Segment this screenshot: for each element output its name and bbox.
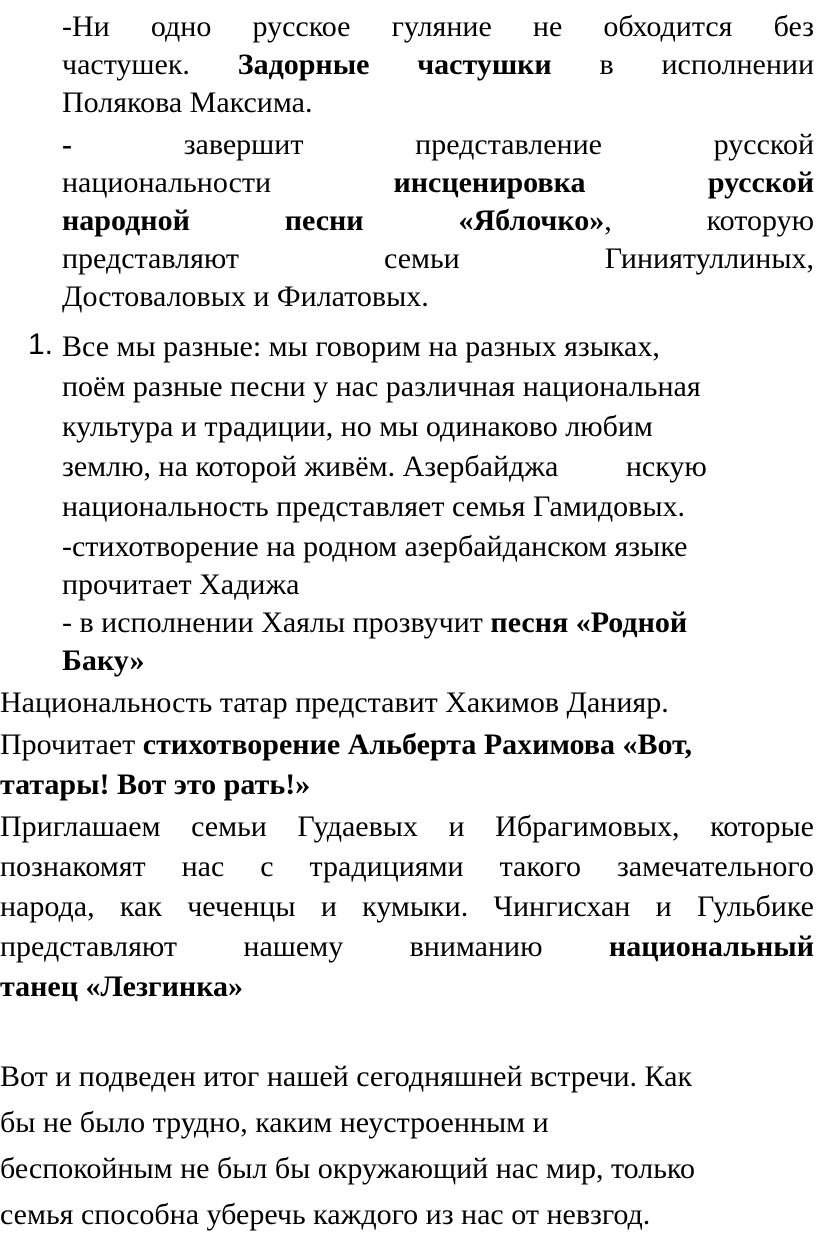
paragraph-line [0,1104,549,1142]
text-span: в исполнении [599,48,815,81]
list-item-line [62,408,653,446]
dash-mark: - [62,128,72,161]
bold-title: татары! Вот это рать!» [0,768,311,801]
text-span: национальность представляет семья Гамидовых. [62,490,685,523]
paragraph-line [62,202,814,240]
text-span: познакомят нас с традициями такого замечательного [0,850,814,883]
list-number: 1. [28,328,54,361]
text-span: завершит представление русской [183,128,815,161]
paragraph-line [62,46,814,84]
text-span: Прочитает [0,728,136,761]
text-span: прочитает Хадижа [62,568,300,601]
bold-title: Баку» [62,644,145,677]
text-span: Приглашаем семьи Гудаевых и Ибрагимовых, которые [0,810,814,843]
bold-title: инсценировка русской [393,166,815,199]
paragraph-line [62,604,687,642]
paragraph-line [0,888,814,926]
text-span: Национальность татар представит Хакимов Данияр. [0,686,669,719]
text-span: народа, как чеченцы и кумыки. Чингисхан и Гульбике [0,890,814,923]
list-item-line [62,528,687,566]
paragraph-line [0,1196,650,1234]
text-span: Достоваловых и Филатовых. [62,280,429,313]
paragraph-line [62,278,429,316]
text-span: бы не было трудно, каким неустроенным и [0,1106,549,1139]
list-item-line [62,488,685,526]
paragraph-line [0,684,669,722]
text-span: - в исполнении Хаялы прозвучит [62,606,483,639]
paragraph-line [0,848,814,886]
text-span: представляют нашему вниманию [0,930,543,963]
text-span: Полякова Максима. [62,86,313,119]
text-span: -Ни одно русское гуляние не обходится без [62,10,814,43]
list-item-line [62,448,707,486]
paragraph-line [0,808,814,846]
paragraph-line [0,1150,695,1188]
text-span: Вот и подведен итог нашей сегодняшней встречи. Как [0,1060,693,1093]
paragraph-line [62,240,814,278]
bold-title: танец «Лезгинка» [0,970,244,1003]
list-item-line [62,566,299,604]
paragraph-line [62,126,814,164]
bold-title: национальный [608,930,814,963]
paragraph-line [0,1058,692,1096]
list-item-line [62,368,701,406]
paragraph-line [62,84,312,122]
paragraph-line [0,968,243,1006]
bold-title: стихотворение Альберта Рахимова «Вот, [142,728,693,761]
paragraph-line [0,928,814,966]
list-item-line [62,328,660,366]
text-span: , которую [604,204,814,237]
paragraph-line [0,766,310,804]
bold-title: народной песни «Яблочко» [62,204,605,237]
text-span: национальности [62,166,272,199]
paragraph-line [62,164,814,202]
paragraph-line [62,8,814,46]
paragraph-line [0,726,692,764]
text-span: Все мы разные: мы говорим на разных языках, [62,330,660,363]
text-span: беспокойным не был бы окружающий нас мир, только [0,1152,695,1185]
bold-title: Задорные частушки [237,48,552,81]
text-span: частушек. [62,48,190,81]
text-span: землю, на которой живём. Азербайджа нскую [62,450,707,483]
text-span: семья способна уберечь каждого из нас от невзгод. [0,1198,651,1231]
text-span: культура и традиции, но мы одинаково любим [62,410,653,443]
bold-title: песня «Родной [490,606,688,639]
text-span: поём разные песни у нас различная национальная [62,370,701,403]
text-span: представляют семьи Гиниятуллиных, [62,242,814,275]
paragraph-line [62,642,144,680]
text-span: -стихотворение на родном азербайданском языке [62,530,688,563]
